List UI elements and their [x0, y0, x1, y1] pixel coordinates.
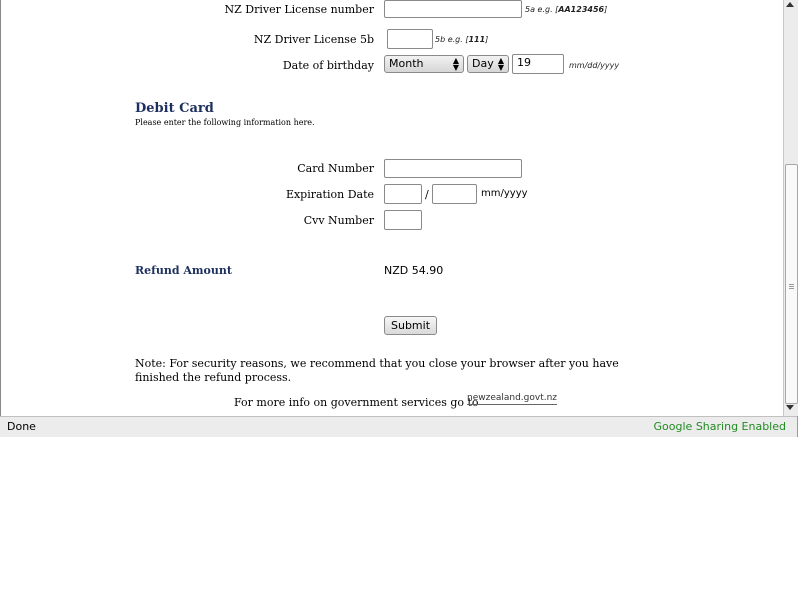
expiration-month-input[interactable]	[384, 184, 422, 204]
refund-amount-label: Refund Amount	[135, 264, 232, 277]
birth-day-value: Day	[472, 57, 494, 70]
security-note: Note: For security reasons, we recommend that you close your browser after you have finished the refund process.	[135, 357, 619, 384]
license-5b-input[interactable]	[387, 29, 433, 49]
license-number-label: NZ Driver License number	[224, 3, 374, 16]
birth-year-input[interactable]: 19	[512, 54, 564, 74]
newzealand-govt-logo[interactable]: newzealand.govt.nz	[467, 393, 558, 403]
scrollbar-thumb[interactable]	[785, 164, 798, 404]
license-5b-label: NZ Driver License 5b	[253, 33, 374, 46]
scroll-down-icon[interactable]	[786, 405, 794, 410]
card-number-label: Card Number	[297, 162, 374, 175]
status-bar	[0, 416, 797, 437]
cvv-label: Cvv Number	[303, 214, 374, 227]
license-number-input[interactable]	[384, 0, 522, 18]
scroll-up-icon[interactable]	[786, 2, 794, 7]
grip-icon	[789, 284, 794, 285]
birthday-label: Date of birthday	[282, 59, 374, 72]
expiration-hint: mm/yyyy	[481, 188, 528, 199]
birth-month-value: Month	[389, 57, 424, 70]
card-number-input[interactable]	[384, 159, 522, 178]
license-5b-hint: 5b e.g. [111]	[435, 35, 489, 44]
vertical-scrollbar[interactable]	[783, 0, 798, 416]
birthday-hint: mm/dd/yyyy	[569, 61, 620, 70]
license-number-hint: 5a e.g. [AA123456]	[525, 5, 608, 14]
select-arrows-icon: ▲ ▼	[452, 56, 459, 72]
birth-day-select[interactable]	[467, 55, 509, 73]
expiration-separator: /	[425, 188, 429, 201]
more-info-text: For more info on government services go to	[234, 396, 479, 409]
google-sharing-status[interactable]: Google Sharing Enabled	[653, 420, 786, 433]
expiration-label: Expiration Date	[285, 188, 374, 201]
expiration-year-input[interactable]	[432, 184, 477, 204]
refund-amount-value: NZD 54.90	[384, 264, 444, 277]
select-arrows-icon: ▲ ▼	[497, 56, 504, 72]
cvv-input[interactable]	[384, 210, 422, 230]
status-text: Done	[7, 420, 36, 433]
debit-card-heading: Debit Card	[135, 101, 214, 116]
debit-card-subtitle: Please enter the following information here.	[135, 118, 315, 127]
submit-button[interactable]: Submit	[384, 316, 437, 335]
birth-month-select[interactable]	[384, 55, 464, 73]
